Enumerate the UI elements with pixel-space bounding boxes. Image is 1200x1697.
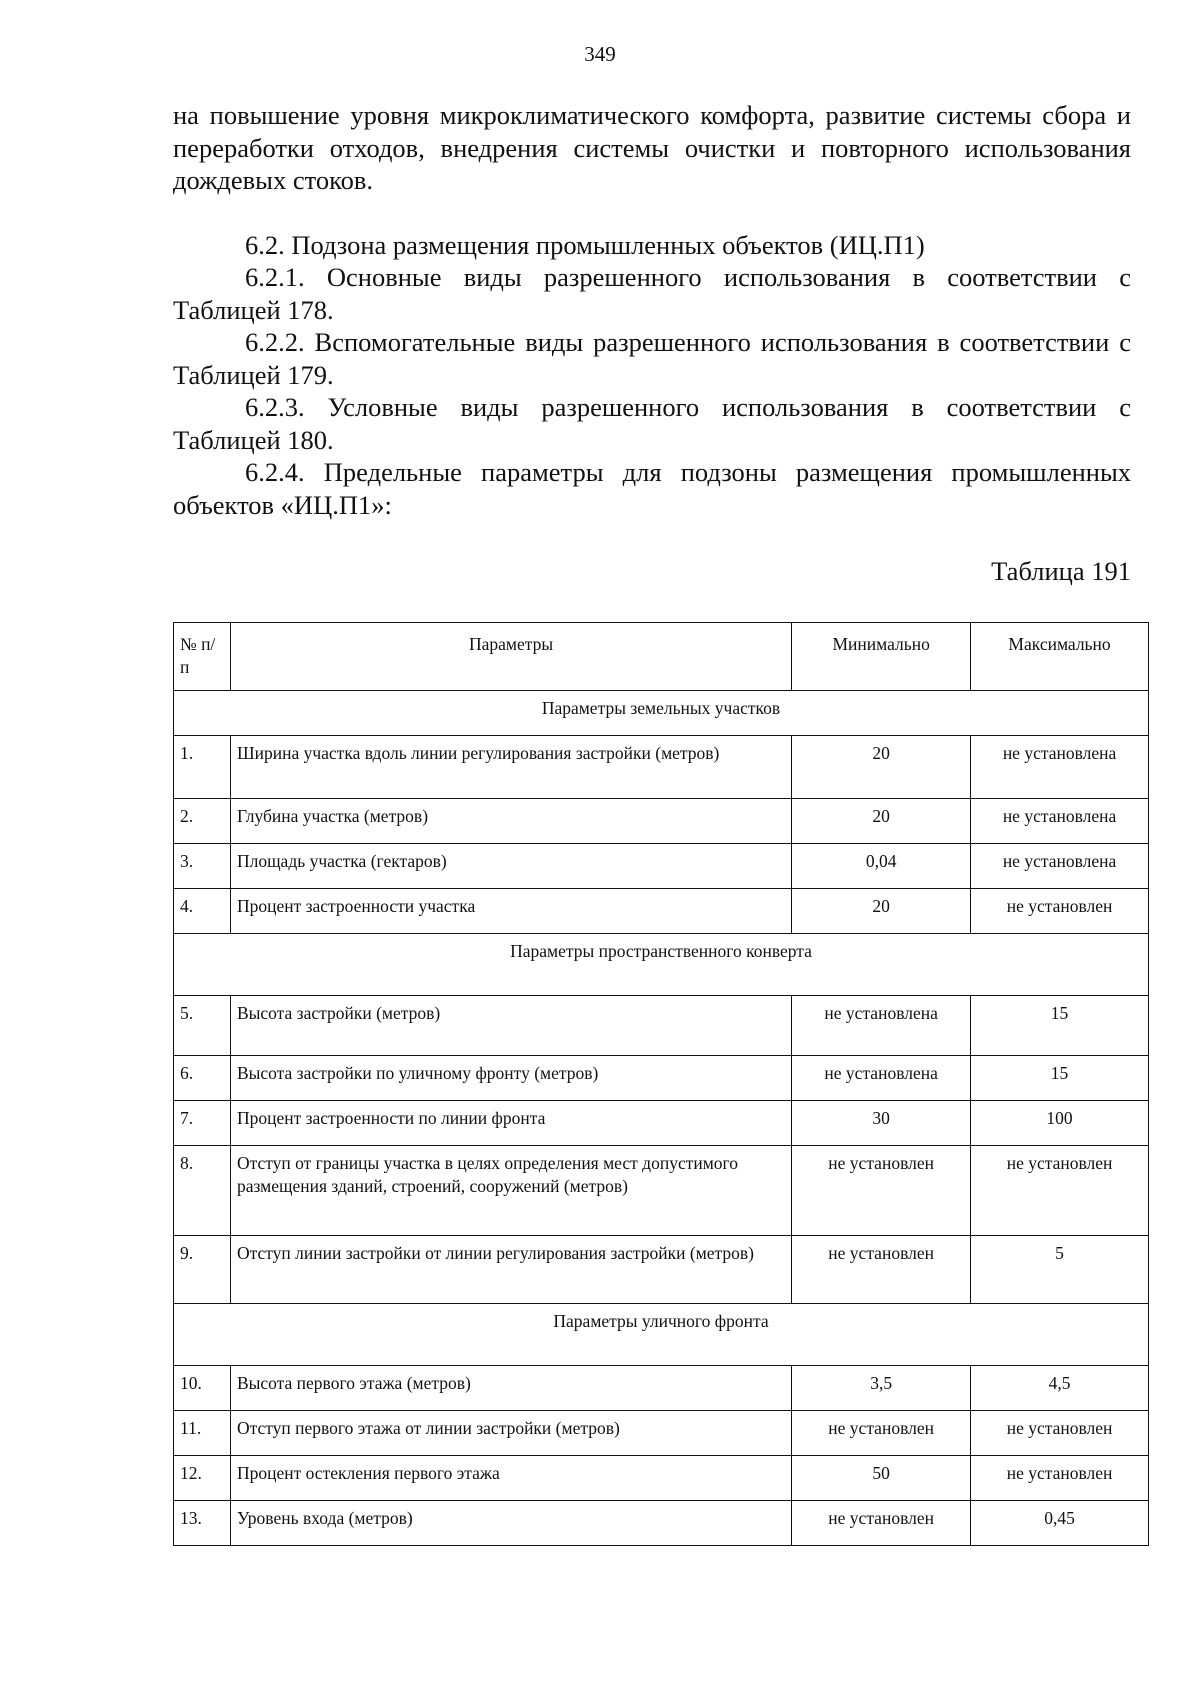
row-number: 6. [174, 1056, 231, 1101]
table-row [174, 1456, 1149, 1501]
header-num: № п/п [174, 623, 231, 691]
table-row [174, 1501, 1149, 1546]
row-parameter: Высота первого этажа (метров) [230, 1366, 791, 1411]
row-maximum: 15 [971, 996, 1149, 1056]
row-minimum: 20 [792, 736, 971, 799]
paragraph-auxiliary-uses: 6.2.2. Вспомогательные виды разрешенного использования в соответствии с Таблицей 179. [173, 327, 1131, 390]
row-maximum: не установлен [971, 889, 1149, 934]
row-parameter: Ширина участка вдоль линии регулирования застройки (метров) [230, 736, 791, 799]
table-row [174, 799, 1149, 844]
paragraph-limit-parameters: 6.2.4. Предельные параметры для подзоны размещения промышленных объектов «ИЦ.П1»: [173, 457, 1131, 520]
row-number: 1. [174, 736, 231, 799]
row-number: 3. [174, 844, 231, 889]
section-row [174, 1304, 1149, 1366]
row-maximum: 100 [971, 1101, 1149, 1146]
section-row [174, 934, 1149, 996]
section-row [174, 691, 1149, 736]
section-title: Параметры пространственного конверта [174, 934, 1149, 996]
page-number: 349 [584, 42, 616, 66]
table-row [174, 844, 1149, 889]
row-number: 8. [174, 1146, 231, 1236]
row-parameter: Отступ первого этажа от линии застройки (метров) [230, 1411, 791, 1456]
paragraph-main-uses: 6.2.1. Основные виды разрешенного использования в соответствии с Таблицей 178. [173, 262, 1131, 325]
section-title: Параметры уличного фронта [174, 1304, 1149, 1366]
row-minimum: 3,5 [792, 1366, 971, 1411]
row-maximum: не установлен [971, 1146, 1149, 1236]
table-header-row [174, 623, 1149, 691]
row-parameter: Уровень входа (метров) [230, 1501, 791, 1546]
row-parameter: Высота застройки по уличному фронту (метров) [230, 1056, 791, 1101]
row-number: 11. [174, 1411, 231, 1456]
table-row [174, 1366, 1149, 1411]
parameters-table [173, 622, 1149, 1546]
row-parameter: Глубина участка (метров) [230, 799, 791, 844]
row-number: 5. [174, 996, 231, 1056]
row-maximum: 5 [971, 1236, 1149, 1304]
table-caption: Таблица 191 [991, 556, 1131, 586]
row-parameter: Процент застроенности участка [230, 889, 791, 934]
row-number: 7. [174, 1101, 231, 1146]
table-row [174, 1236, 1149, 1304]
row-maximum: 4,5 [971, 1366, 1149, 1411]
table-row [174, 889, 1149, 934]
row-parameter: Площадь участка (гектаров) [230, 844, 791, 889]
row-number: 10. [174, 1366, 231, 1411]
row-parameter: Отступ линии застройки от линии регулирования застройки (метров) [230, 1236, 791, 1304]
row-minimum: не установлена [792, 996, 971, 1056]
row-minimum: 0,04 [792, 844, 971, 889]
row-maximum: не установлен [971, 1411, 1149, 1456]
paragraph-continuation: на повышение уровня микроклиматического комфорта, развитие системы сбора и переработки отходов, внедрения системы очистки и повторного использования дождевых стоков. [173, 100, 1131, 195]
row-minimum: 30 [792, 1101, 971, 1146]
header-param: Параметры [230, 623, 791, 691]
row-minimum: 50 [792, 1456, 971, 1501]
row-minimum: 20 [792, 889, 971, 934]
row-minimum: не установлен [792, 1501, 971, 1546]
row-minimum: не установлен [792, 1236, 971, 1304]
row-minimum: не установлен [792, 1146, 971, 1236]
row-maximum: не установлен [971, 1456, 1149, 1501]
table-row [174, 736, 1149, 799]
table-body [174, 691, 1149, 1546]
header-min: Минимально [792, 623, 971, 691]
table-row [174, 996, 1149, 1056]
row-parameter: Высота застройки (метров) [230, 996, 791, 1056]
row-number: 12. [174, 1456, 231, 1501]
row-number: 2. [174, 799, 231, 844]
row-parameter: Отступ от границы участка в целях определения мест допустимого размещения зданий, строений, сооружений (метров) [230, 1146, 791, 1236]
row-number: 9. [174, 1236, 231, 1304]
table-row [174, 1146, 1149, 1236]
row-maximum: 0,45 [971, 1501, 1149, 1546]
row-maximum: не установлена [971, 736, 1149, 799]
row-minimum: не установлен [792, 1411, 971, 1456]
body-text [173, 99, 1131, 521]
subsection-heading: 6.2. Подзона размещения промышленных объектов (ИЦ.П1) [245, 229, 925, 260]
row-minimum: не установлена [792, 1056, 971, 1101]
row-number: 4. [174, 889, 231, 934]
table-row [174, 1411, 1149, 1456]
row-minimum: 20 [792, 799, 971, 844]
row-maximum: не установлена [971, 844, 1149, 889]
table-row [174, 1056, 1149, 1101]
row-number: 13. [174, 1501, 231, 1546]
section-title: Параметры земельных участков [174, 691, 1149, 736]
table-row [174, 1101, 1149, 1146]
row-maximum: 15 [971, 1056, 1149, 1101]
paragraph-conditional-uses: 6.2.3. Условные виды разрешенного использования в соответствии с Таблицей 180. [173, 392, 1131, 455]
row-parameter: Процент застроенности по линии фронта [230, 1101, 791, 1146]
header-max: Максимально [971, 623, 1149, 691]
row-maximum: не установлена [971, 799, 1149, 844]
row-parameter: Процент остекления первого этажа [230, 1456, 791, 1501]
